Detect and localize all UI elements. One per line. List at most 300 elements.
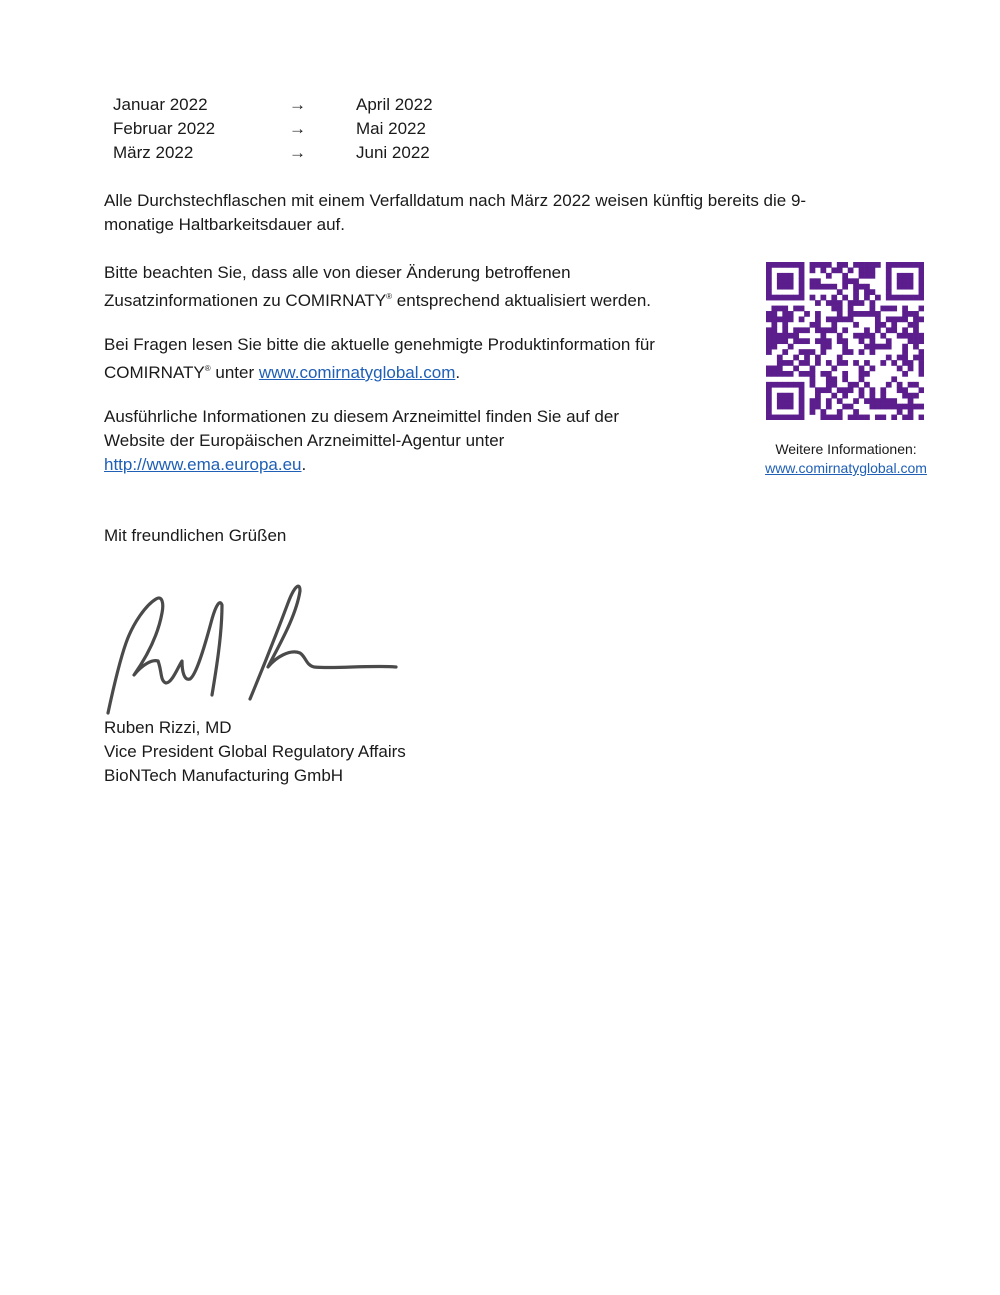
qr-module xyxy=(919,284,924,290)
qr-module xyxy=(782,316,788,322)
qr-module xyxy=(826,371,832,377)
qr-module xyxy=(842,404,848,410)
qr-module xyxy=(837,398,843,404)
qr-module xyxy=(804,338,810,344)
qr-module xyxy=(766,393,772,399)
qr-module xyxy=(853,360,859,366)
qr-module xyxy=(897,284,903,290)
qr-module xyxy=(826,415,832,420)
qr-module xyxy=(766,415,772,420)
qr-module xyxy=(810,267,816,273)
qr-module xyxy=(875,327,881,333)
qr-module xyxy=(777,360,783,366)
qr-module xyxy=(788,398,794,404)
qr-module xyxy=(908,295,914,301)
qr-module xyxy=(897,273,903,279)
new-date: Juni 2022 xyxy=(356,143,430,162)
qr-module xyxy=(859,262,865,268)
qr-module xyxy=(870,262,876,268)
qr-module xyxy=(859,311,865,317)
qr-module xyxy=(886,289,892,295)
qr-module xyxy=(815,355,821,361)
qr-website-link[interactable]: www.comirnatyglobal.com xyxy=(765,460,927,476)
qr-module xyxy=(842,262,848,268)
qr-module xyxy=(826,300,832,306)
date-row xyxy=(113,141,453,165)
qr-module xyxy=(777,398,783,404)
arrow-right-icon: → xyxy=(289,143,306,162)
qr-caption-link-wrap xyxy=(740,458,952,479)
qr-module xyxy=(853,322,859,328)
qr-module xyxy=(902,295,908,301)
qr-module xyxy=(782,284,788,290)
qr-module xyxy=(853,289,859,295)
qr-module xyxy=(815,398,821,404)
qr-module xyxy=(788,333,794,339)
qr-module xyxy=(799,349,805,355)
qr-module xyxy=(771,338,777,344)
qr-module xyxy=(766,409,772,415)
qr-module xyxy=(897,333,903,339)
qr-module xyxy=(870,398,876,404)
qr-module xyxy=(820,338,826,344)
qr-module xyxy=(891,327,897,333)
qr-module xyxy=(919,267,924,273)
qr-module xyxy=(919,349,924,355)
qr-module xyxy=(870,273,876,279)
qr-module xyxy=(815,387,821,393)
qr-module xyxy=(848,404,854,410)
qr-module xyxy=(826,382,832,388)
qr-module xyxy=(793,295,799,301)
qr-module xyxy=(875,311,881,317)
qr-module xyxy=(788,273,794,279)
qr-module xyxy=(880,322,886,328)
qr-module xyxy=(875,404,881,410)
qr-module xyxy=(782,262,788,268)
original-date: Februar 2022 xyxy=(113,119,216,138)
qr-module xyxy=(826,284,832,290)
qr-module xyxy=(875,322,881,328)
qr-module xyxy=(864,295,870,301)
qr-module xyxy=(886,382,892,388)
qr-module xyxy=(886,295,892,301)
qr-module xyxy=(788,360,794,366)
qr-module xyxy=(886,262,892,268)
qr-module xyxy=(891,295,897,301)
qr-module xyxy=(810,262,816,268)
qr-module xyxy=(913,382,919,388)
qr-module xyxy=(831,366,837,372)
qr-module xyxy=(908,382,914,388)
qr-module xyxy=(853,300,859,306)
qr-module xyxy=(891,404,897,410)
qr-module xyxy=(837,415,843,420)
qr-module xyxy=(826,338,832,344)
qr-module xyxy=(848,300,854,306)
qr-module xyxy=(793,306,799,312)
qr-module xyxy=(880,404,886,410)
qr-module xyxy=(913,295,919,301)
qr-module xyxy=(799,306,805,312)
qr-module xyxy=(870,311,876,317)
signatory-company: BioNTech Manufacturing GmbH xyxy=(104,766,344,785)
qr-module xyxy=(908,311,914,317)
qr-module xyxy=(820,387,826,393)
qr-module xyxy=(777,262,783,268)
qr-module xyxy=(777,295,783,301)
qr-module xyxy=(870,344,876,350)
qr-module xyxy=(919,415,924,420)
qr-module xyxy=(859,333,865,339)
qr-module xyxy=(864,267,870,273)
arrow-right-icon: → xyxy=(289,119,306,138)
qr-module xyxy=(820,295,826,301)
date-row xyxy=(113,117,453,141)
qr-module xyxy=(766,338,772,344)
qr-module xyxy=(766,404,772,410)
qr-module xyxy=(766,295,772,301)
qr-module xyxy=(831,316,837,322)
qr-module xyxy=(897,278,903,284)
qr-module xyxy=(777,278,783,284)
qr-module xyxy=(771,415,777,420)
qr-module xyxy=(788,295,794,301)
qr-module xyxy=(919,278,924,284)
qr-module xyxy=(766,262,772,268)
qr-module xyxy=(788,311,794,317)
qr-module xyxy=(788,393,794,399)
qr-module xyxy=(815,327,821,333)
qr-module xyxy=(771,344,777,350)
qr-module xyxy=(782,295,788,301)
qr-module xyxy=(897,409,903,415)
original-date: März 2022 xyxy=(113,143,194,162)
qr-module xyxy=(815,338,821,344)
qr-module xyxy=(788,344,794,350)
qr-module xyxy=(782,404,788,410)
qr-module xyxy=(766,366,772,372)
qr-module xyxy=(853,295,859,301)
qr-module xyxy=(777,404,783,410)
qr-module xyxy=(848,267,854,273)
qr-module xyxy=(897,295,903,301)
qr-module xyxy=(908,415,914,420)
qr-module xyxy=(793,355,799,361)
qr-module xyxy=(919,316,924,322)
qr-module xyxy=(810,366,816,372)
qr-module xyxy=(919,360,924,366)
text-fragment: entsprechend aktualisiert werden. xyxy=(392,291,652,310)
qr-module xyxy=(837,311,843,317)
qr-module xyxy=(891,306,897,312)
qr-module xyxy=(902,311,908,317)
qr-module xyxy=(880,333,886,339)
qr-module xyxy=(782,398,788,404)
qr-module xyxy=(864,273,870,279)
qr-module xyxy=(831,382,837,388)
qr-module xyxy=(902,327,908,333)
qr-module xyxy=(859,267,865,273)
qr-module xyxy=(837,289,843,295)
qr-module xyxy=(870,300,876,306)
qr-module xyxy=(782,327,788,333)
qr-module xyxy=(886,338,892,344)
qr-module xyxy=(766,284,772,290)
qr-module xyxy=(782,333,788,339)
qr-module xyxy=(799,382,805,388)
qr-module xyxy=(886,306,892,312)
qr-module xyxy=(908,333,914,339)
qr-module xyxy=(902,355,908,361)
qr-module xyxy=(902,371,908,377)
qr-module xyxy=(804,349,810,355)
qr-module xyxy=(837,338,843,344)
qr-module xyxy=(810,284,816,290)
qr-module xyxy=(793,262,799,268)
qr-module xyxy=(810,376,816,382)
qr-module xyxy=(902,333,908,339)
qr-module xyxy=(913,262,919,268)
qr-module xyxy=(766,316,772,322)
qr-module xyxy=(886,355,892,361)
qr-module xyxy=(799,284,805,290)
qr-module xyxy=(782,322,788,328)
qr-module xyxy=(815,393,821,399)
qr-module xyxy=(771,322,777,328)
qr-module xyxy=(766,349,772,355)
signatory-name: Ruben Rizzi, MD xyxy=(104,718,232,737)
qr-module xyxy=(766,371,772,377)
original-date: Januar 2022 xyxy=(113,95,208,114)
qr-module xyxy=(891,398,897,404)
qr-module xyxy=(842,376,848,382)
qr-module xyxy=(842,278,848,284)
qr-module xyxy=(870,393,876,399)
qr-module xyxy=(837,262,843,268)
qr-module xyxy=(880,306,886,312)
qr-module xyxy=(891,322,897,328)
new-date: April 2022 xyxy=(356,95,433,114)
qr-module xyxy=(842,273,848,279)
qr-module xyxy=(859,300,865,306)
qr-module xyxy=(771,333,777,339)
qr-module xyxy=(870,366,876,372)
qr-module xyxy=(777,371,783,377)
text-fragment: Zusatzinformationen zu COMIRNATY xyxy=(104,291,387,310)
qr-module xyxy=(859,366,865,372)
text-line xyxy=(104,453,306,477)
qr-module xyxy=(777,415,783,420)
qr-module xyxy=(864,344,870,350)
qr-module xyxy=(810,295,816,301)
qr-module xyxy=(788,371,794,377)
text-fragment: . xyxy=(301,455,307,474)
qr-module xyxy=(880,398,886,404)
qr-module xyxy=(837,387,843,393)
qr-module xyxy=(853,333,859,339)
qr-module xyxy=(788,316,794,322)
qr-module xyxy=(913,322,919,328)
qr-module xyxy=(826,404,832,410)
text-line: Website der Europäischen Arzneimittel-Agentur unter xyxy=(104,431,505,450)
text-fragment: . xyxy=(455,363,461,382)
qr-module xyxy=(842,387,848,393)
qr-module xyxy=(908,273,914,279)
qr-module xyxy=(853,409,859,415)
qr-module xyxy=(810,349,816,355)
qr-module xyxy=(799,393,805,399)
qr-module xyxy=(799,338,805,344)
qr-module xyxy=(766,387,772,393)
qr-module xyxy=(875,316,881,322)
qr-module xyxy=(831,327,837,333)
qr-module xyxy=(777,366,783,372)
qr-module xyxy=(848,278,854,284)
qr-module xyxy=(864,289,870,295)
qr-module xyxy=(902,284,908,290)
qr-module xyxy=(842,338,848,344)
qr-module xyxy=(799,295,805,301)
qr-module xyxy=(820,333,826,339)
qr-module xyxy=(771,366,777,372)
qr-module xyxy=(919,289,924,295)
qr-module xyxy=(826,398,832,404)
text-fragment: unter xyxy=(210,363,259,382)
qr-module xyxy=(799,273,805,279)
qr-module xyxy=(799,360,805,366)
qr-module xyxy=(788,382,794,388)
qr-module xyxy=(826,344,832,350)
qr-module xyxy=(880,415,886,420)
qr-module xyxy=(848,382,854,388)
qr-module xyxy=(908,338,914,344)
qr-module xyxy=(897,387,903,393)
qr-module xyxy=(810,398,816,404)
qr-module xyxy=(793,338,799,344)
qr-module xyxy=(820,415,826,420)
qr-module xyxy=(859,349,865,355)
qr-module xyxy=(853,398,859,404)
qr-module xyxy=(766,289,772,295)
qr-module xyxy=(782,371,788,377)
qr-module xyxy=(864,311,870,317)
qr-module xyxy=(853,382,859,388)
qr-module xyxy=(919,366,924,372)
qr-module xyxy=(820,349,826,355)
qr-caption: Weitere Informationen: xyxy=(775,441,917,457)
text-line: Ausführliche Informationen zu diesem Arzneimittel finden Sie auf der xyxy=(104,407,619,426)
qr-module xyxy=(826,316,832,322)
qr-code-image[interactable] xyxy=(766,262,924,420)
qr-module xyxy=(810,322,816,328)
qr-module xyxy=(815,322,821,328)
qr-module xyxy=(831,306,837,312)
qr-module xyxy=(777,284,783,290)
qr-module xyxy=(820,409,826,415)
qr-module xyxy=(853,415,859,420)
qr-module xyxy=(891,316,897,322)
qr-module xyxy=(799,289,805,295)
qr-module xyxy=(853,262,859,268)
comirnaty-website-link[interactable]: www.comirnatyglobal.com xyxy=(258,363,456,382)
qr-module xyxy=(831,300,837,306)
qr-module xyxy=(766,278,772,284)
qr-module xyxy=(831,376,837,382)
qr-module xyxy=(859,273,865,279)
qr-module xyxy=(848,415,854,420)
qr-module xyxy=(799,262,805,268)
qr-module xyxy=(864,371,870,377)
qr-module xyxy=(848,311,854,317)
qr-module xyxy=(826,387,832,393)
qr-module xyxy=(782,415,788,420)
qr-module xyxy=(831,267,837,273)
qr-module xyxy=(788,262,794,268)
qr-module xyxy=(870,387,876,393)
qr-module xyxy=(902,262,908,268)
qr-module xyxy=(875,262,881,268)
qr-module xyxy=(848,306,854,312)
qr-module xyxy=(897,262,903,268)
qr-module xyxy=(820,284,826,290)
qr-module xyxy=(913,338,919,344)
qr-module xyxy=(919,338,924,344)
qr-module xyxy=(777,273,783,279)
qr-module xyxy=(897,316,903,322)
qr-module xyxy=(886,267,892,273)
qr-module xyxy=(880,387,886,393)
qr-module xyxy=(831,295,837,301)
qr-module xyxy=(799,409,805,415)
qr-module xyxy=(864,360,870,366)
qr-module xyxy=(908,398,914,404)
qr-module xyxy=(799,371,805,377)
qr-module xyxy=(804,355,810,361)
qr-module xyxy=(919,306,924,312)
qr-module xyxy=(799,404,805,410)
qr-module xyxy=(782,349,788,355)
qr-module xyxy=(837,267,843,273)
qr-module xyxy=(902,349,908,355)
qr-module xyxy=(859,376,865,382)
qr-module xyxy=(837,316,843,322)
registered-mark: ® xyxy=(386,292,393,301)
qr-module xyxy=(799,398,805,404)
qr-module xyxy=(870,306,876,312)
text-line: Alle Durchstechflaschen mit einem Verfalldatum nach März 2022 weisen künftig bereits die 9- xyxy=(104,191,807,210)
qr-module xyxy=(853,278,859,284)
qr-module xyxy=(902,316,908,322)
qr-module xyxy=(782,306,788,312)
qr-module xyxy=(771,316,777,322)
qr-module xyxy=(870,338,876,344)
qr-module xyxy=(853,311,859,317)
qr-module xyxy=(799,327,805,333)
qr-module xyxy=(870,404,876,410)
qr-module xyxy=(864,398,870,404)
qr-module xyxy=(859,338,865,344)
qr-module xyxy=(908,393,914,399)
qr-module xyxy=(766,398,772,404)
qr-module xyxy=(875,398,881,404)
qr-module xyxy=(919,333,924,339)
qr-module xyxy=(913,344,919,350)
ema-website-link[interactable]: http://www.ema.europa.eu xyxy=(104,455,302,474)
qr-module xyxy=(837,355,843,361)
qr-module xyxy=(777,355,783,361)
qr-module xyxy=(777,316,783,322)
